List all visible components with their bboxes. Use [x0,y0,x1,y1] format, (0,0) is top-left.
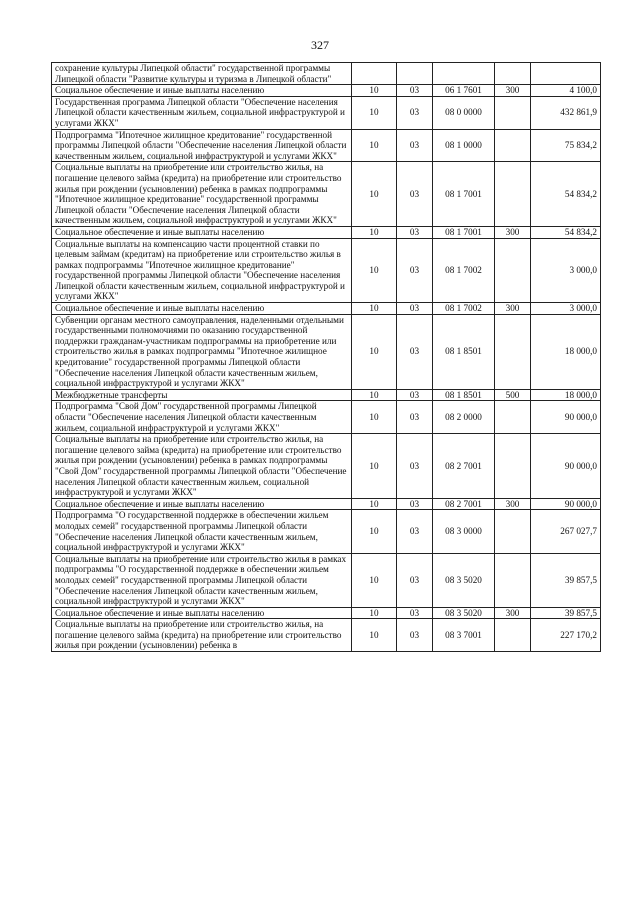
row-target-article-cell: 08 1 0000 [433,129,495,162]
row-name-cell: сохранение культуры Липецкой области" государственной программы Липецкой области "Развитие культуры и туризма в Липецкой области" [52,63,352,85]
row-target-article-cell: 08 1 8501 [433,389,495,401]
row-section-cell: 10 [352,303,397,315]
row-section-cell: 10 [352,498,397,510]
row-amount-cell: 90 000,0 [531,498,601,510]
table-row [52,63,601,85]
row-expense-type-cell: 300 [495,85,531,97]
row-target-article-cell: 08 3 7001 [433,619,495,652]
table-row [52,314,601,389]
row-expense-type-cell [495,434,531,499]
row-target-article-cell: 08 1 7002 [433,238,495,303]
row-expense-type-cell [495,553,531,607]
row-expense-type-cell [495,162,531,227]
row-section-cell: 10 [352,619,397,652]
row-amount-cell: 75 834,2 [531,129,601,162]
row-target-article-cell: 08 1 7001 [433,162,495,227]
row-target-article-cell: 08 2 7001 [433,498,495,510]
table-row [52,162,601,227]
row-subsection-cell: 03 [397,238,433,303]
row-amount-cell: 3 000,0 [531,238,601,303]
row-section-cell: 10 [352,226,397,238]
row-subsection-cell: 03 [397,96,433,129]
table-row [52,553,601,607]
row-section-cell: 10 [352,96,397,129]
row-subsection-cell: 03 [397,314,433,389]
row-amount-cell: 227 170,2 [531,619,601,652]
row-expense-type-cell: 300 [495,226,531,238]
row-subsection-cell: 03 [397,401,433,434]
row-target-article-cell: 08 2 7001 [433,434,495,499]
row-amount-cell: 54 834,2 [531,162,601,227]
row-subsection-cell: 03 [397,162,433,227]
table-row [52,85,601,97]
row-subsection-cell: 03 [397,85,433,97]
row-section-cell: 10 [352,129,397,162]
row-target-article-cell: 08 1 7002 [433,303,495,315]
row-subsection-cell: 03 [397,553,433,607]
row-amount-cell: 54 834,2 [531,226,601,238]
table-row [52,389,601,401]
row-section-cell: 10 [352,85,397,97]
row-subsection-cell: 03 [397,129,433,162]
table-row [52,619,601,652]
table-row [52,498,601,510]
row-subsection-cell: 03 [397,303,433,315]
row-expense-type-cell [495,238,531,303]
row-amount-cell: 90 000,0 [531,401,601,434]
row-name-cell: Социальные выплаты на приобретение или строительство жилья, на погашение целевого займа (кредита) на приобретение или строительство жилья при рождении (усыновлении) ребенка в рамках подпрограммы "Ипотечное жилищное кредитование" государственной программы Липецкой области "Обеспечение населения Липецкой области качественным жильем, социальной инфраструктурой и услугами ЖКХ" [52,162,352,227]
row-section-cell: 10 [352,238,397,303]
row-amount-cell: 39 857,5 [531,553,601,607]
table-row [52,607,601,619]
row-subsection-cell: 03 [397,434,433,499]
row-amount-cell: 267 027,7 [531,510,601,553]
row-amount-cell [531,63,601,85]
row-expense-type-cell [495,63,531,85]
row-target-article-cell: 08 3 0000 [433,510,495,553]
row-expense-type-cell: 300 [495,607,531,619]
row-expense-type-cell: 300 [495,498,531,510]
row-amount-cell: 90 000,0 [531,434,601,499]
row-name-cell: Подпрограмма "Свой Дом" государственной программы Липецкой области "Обеспечение населения Липецкой области качественным жильем, социальной инфраструктурой и услугами ЖКХ" [52,401,352,434]
row-expense-type-cell [495,619,531,652]
row-subsection-cell [397,63,433,85]
row-expense-type-cell [495,129,531,162]
row-expense-type-cell [495,96,531,129]
row-amount-cell: 432 861,9 [531,96,601,129]
row-name-cell: Социальное обеспечение и иные выплаты населению [52,226,352,238]
row-name-cell: Социальное обеспечение и иные выплаты населению [52,303,352,315]
row-name-cell: Государственная программа Липецкой области "Обеспечение населения Липецкой области качественным жильем, социальной инфраструктурой и услугами ЖКХ" [52,96,352,129]
row-expense-type-cell [495,510,531,553]
row-section-cell: 10 [352,401,397,434]
table-row [52,510,601,553]
row-amount-cell: 3 000,0 [531,303,601,315]
budget-table-body [52,63,601,652]
row-section-cell: 10 [352,510,397,553]
row-name-cell: Социальное обеспечение и иные выплаты населению [52,498,352,510]
row-name-cell: Социальные выплаты на приобретение или строительство жилья, на погашение целевого займа (кредита) на приобретение или строительство жилья при рождении (усыновлении) ребенка в рамках подпрограммы "Свой Дом" государственной программы Липецкой области "Обеспечение населения Липецкой области качественным жильем, социальной инфраструктурой и услугами ЖКХ" [52,434,352,499]
row-expense-type-cell: 500 [495,389,531,401]
row-target-article-cell [433,63,495,85]
row-name-cell: Подпрограмма "О государственной поддержке в обеспечении жильем молодых семей" государственной программы Липецкой области "Обеспечение населения Липецкой области качественным жильем, социальной инфраструктурой и услугами ЖКХ" [52,510,352,553]
row-amount-cell: 18 000,0 [531,389,601,401]
row-section-cell: 10 [352,607,397,619]
table-row [52,238,601,303]
row-expense-type-cell: 300 [495,303,531,315]
table-row [52,129,601,162]
row-target-article-cell: 08 1 7001 [433,226,495,238]
row-subsection-cell: 03 [397,498,433,510]
row-amount-cell: 4 100,0 [531,85,601,97]
row-section-cell: 10 [352,162,397,227]
table-row [52,303,601,315]
row-expense-type-cell [495,401,531,434]
row-name-cell: Социальные выплаты на компенсацию части процентной ставки по целевым займам (кредитам) на приобретение или строительство жилья в рамках подпрограммы "Ипотечное жилищное кредитование" государственной программы Липецкой области "Обеспечение населения Липецкой области качественным жильем, социальной инфраструктурой и услугами ЖКХ" [52,238,352,303]
row-name-cell: Социальные выплаты на приобретение или строительство жилья в рамках подпрограммы "О государственной поддержке в обеспечении жильем молодых семей" государственной программы Липецкой области "Обеспечение населения Липецкой области качественным жильем, социальной инфраструктурой и услугами ЖКХ" [52,553,352,607]
row-amount-cell: 18 000,0 [531,314,601,389]
row-section-cell: 10 [352,389,397,401]
row-subsection-cell: 03 [397,389,433,401]
row-amount-cell: 39 857,5 [531,607,601,619]
row-target-article-cell: 08 3 5020 [433,553,495,607]
page-number: 327 [311,38,329,52]
row-target-article-cell: 06 1 7601 [433,85,495,97]
row-subsection-cell: 03 [397,619,433,652]
row-target-article-cell: 08 1 8501 [433,314,495,389]
row-section-cell [352,63,397,85]
row-target-article-cell: 08 3 5020 [433,607,495,619]
table-row [52,226,601,238]
row-subsection-cell: 03 [397,607,433,619]
table-row [52,96,601,129]
table-row [52,401,601,434]
row-name-cell: Социальное обеспечение и иные выплаты населению [52,85,352,97]
row-section-cell: 10 [352,434,397,499]
budget-table [51,62,601,652]
row-subsection-cell: 03 [397,226,433,238]
row-name-cell: Межбюджетные трансферты [52,389,352,401]
row-target-article-cell: 08 0 0000 [433,96,495,129]
row-name-cell: Социальное обеспечение и иные выплаты населению [52,607,352,619]
row-target-article-cell: 08 2 0000 [433,401,495,434]
row-expense-type-cell [495,314,531,389]
row-name-cell: Социальные выплаты на приобретение или строительство жилья, на погашение целевого займа (кредита) на приобретение или строительство жилья при рождении (усыновлении) ребенка в [52,619,352,652]
table-row [52,434,601,499]
row-section-cell: 10 [352,553,397,607]
row-section-cell: 10 [352,314,397,389]
row-subsection-cell: 03 [397,510,433,553]
row-name-cell: Подпрограмма "Ипотечное жилищное кредитование" государственной программы Липецкой области "Обеспечение населения Липецкой области качественным жильем, социальной инфраструктурой и услугами ЖКХ" [52,129,352,162]
row-name-cell: Субвенции органам местного самоуправления, наделенными отдельными государственными полномочиями по оказанию государственной поддержки гражданам-участникам подпрограммы на приобретение или строительство жилья в рамках подпрограммы "Ипотечное жилищное кредитование" государственной программы Липецкой области "Обеспечение населения Липецкой области качественным жильем, социальной инфраструктурой и услугами ЖКХ" [52,314,352,389]
